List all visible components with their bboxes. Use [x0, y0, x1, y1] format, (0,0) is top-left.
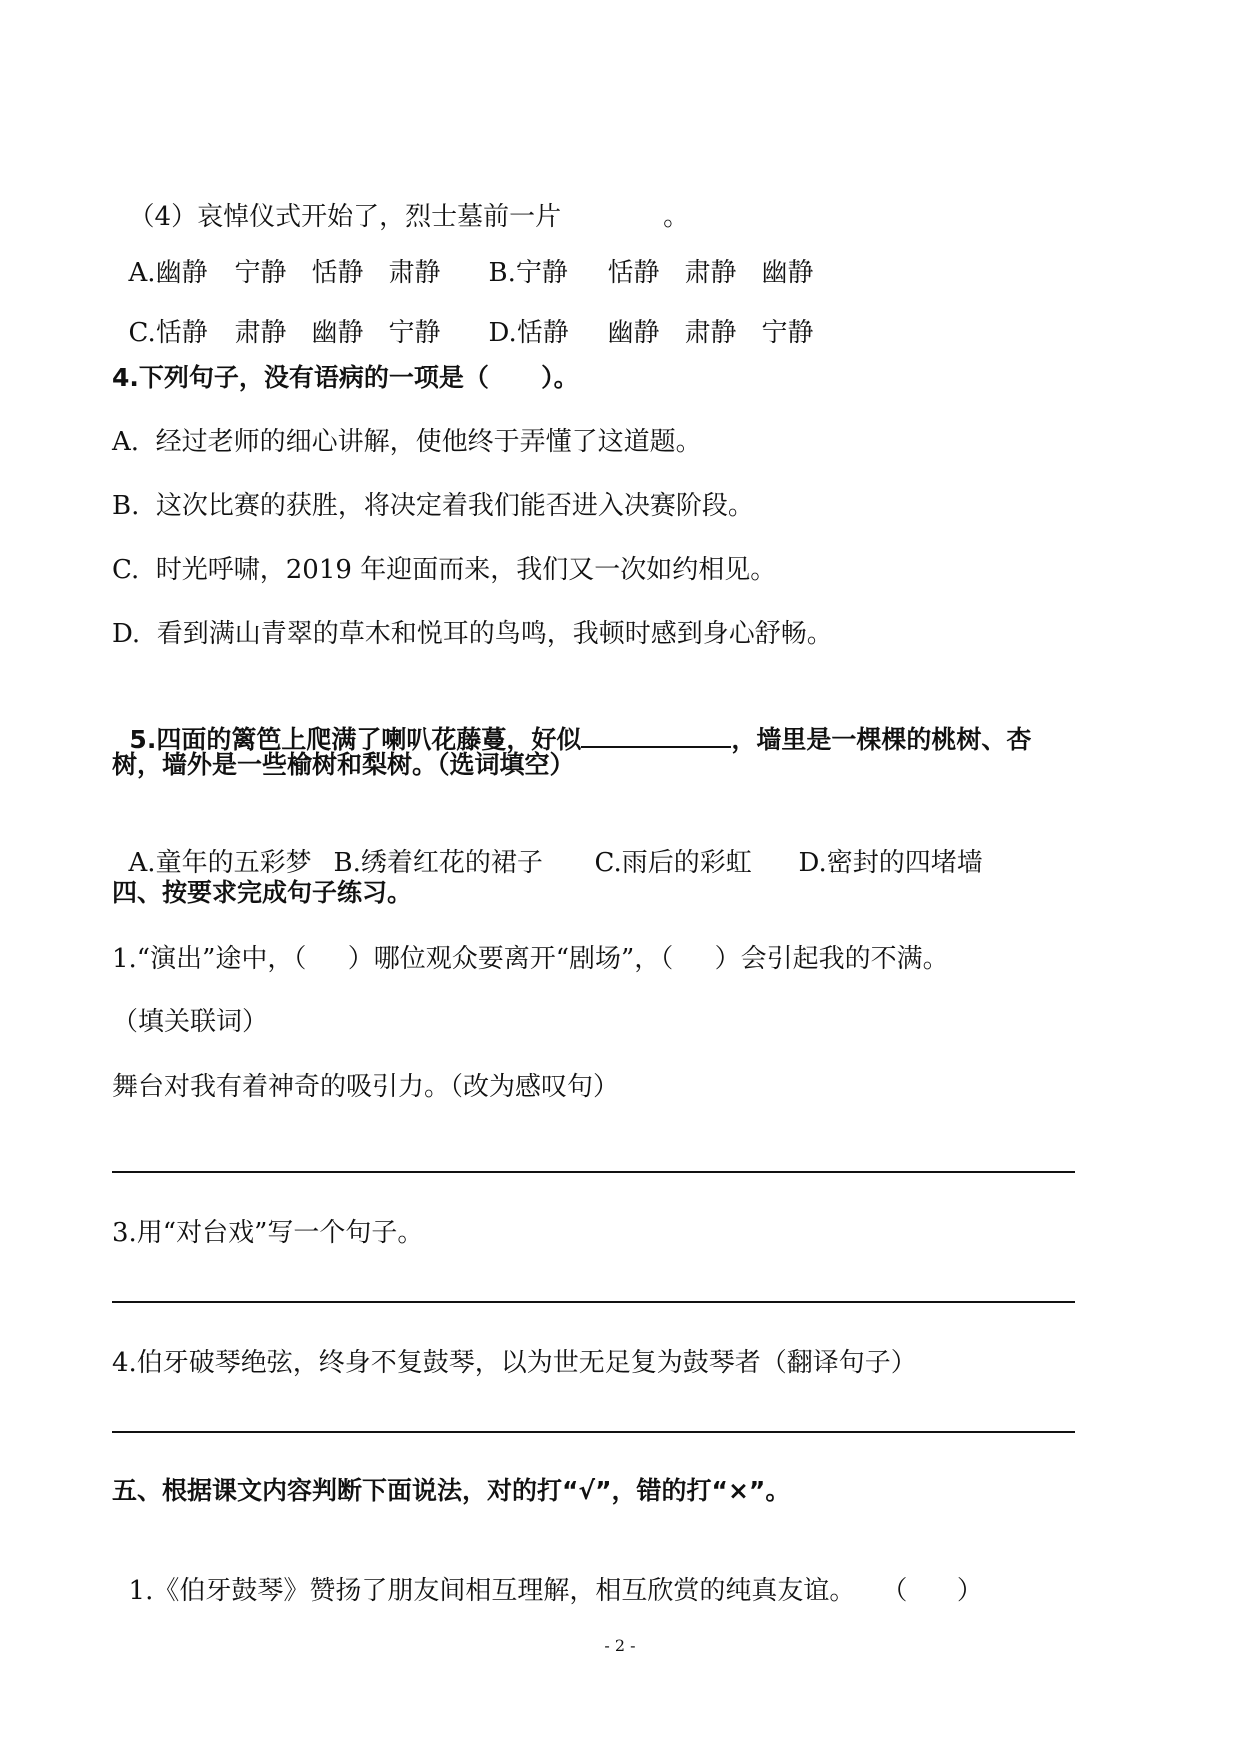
section-5-item-1-text: 1.《伯牙鼓琴》赞扬了朋友间相互理解，相互欣赏的纯真友谊。: [128, 1576, 856, 1606]
q5-option-c[interactable]: C.雨后的彩虹: [594, 848, 752, 878]
page-number: - 2 -: [604, 1636, 636, 1655]
q4-option-d[interactable]: D. 看到满山青翠的草木和悦耳的鸟鸣，我顿时感到身心舒畅。: [112, 619, 833, 649]
option-b-word-4: 幽静: [761, 258, 814, 288]
q5-fill-blank[interactable]: [581, 720, 731, 748]
section-5-heading: 五、根据课文内容判断下面说法，对的打“√”，错的打“×”。: [112, 1476, 791, 1505]
q4-stem: 4.下列句子，没有语病的一项是（ ）。: [112, 363, 579, 392]
answer-line-4[interactable]: [112, 1431, 1075, 1433]
q4-option-b[interactable]: B. 这次比赛的获胜，将决定着我们能否进入决赛阶段。: [112, 491, 754, 521]
q4-option-c[interactable]: C. 时光呼啸，2019 年迎面而来，我们又一次如约相见。: [112, 555, 777, 585]
option-b-word-3: 肃静: [684, 258, 737, 288]
q5-stem-part-1: 5.四面的篱笆上爬满了喇叭花藤蔓，好似: [129, 725, 582, 754]
section-5-item-1: [112, 1540, 983, 1608]
q5-option-d[interactable]: D.密封的四堵墙: [798, 848, 983, 878]
answer-line-3[interactable]: [112, 1301, 1075, 1303]
option-c-word-4: 宁静: [388, 318, 441, 348]
option-d-word-3: 肃静: [684, 318, 737, 348]
q3-4-stem-end: 。: [663, 202, 690, 232]
judgement-bracket[interactable]: （ ）: [881, 1576, 983, 1606]
answer-line-2[interactable]: [112, 1171, 1075, 1173]
option-c-word-3: 幽静: [311, 318, 364, 348]
q3-4-stem-text: （4）哀悼仪式开始了，烈士墓前一片: [128, 202, 562, 232]
q5-stem-line-2: 树，墙外是一些榆树和梨树。（选词填空）: [112, 750, 575, 779]
q5-option-b[interactable]: B.绣着红花的裙子: [333, 848, 543, 878]
option-d-word-4: 宁静: [761, 318, 814, 348]
option-a-word-2: 宁静: [234, 258, 287, 288]
q3-4-options-row-1: [112, 222, 814, 290]
section-4-item-4: 4.伯牙破琴绝弦，终身不复鼓琴，以为世无足复为鼓琴者（翻译句子）: [112, 1348, 917, 1378]
option-c-word-2: 肃静: [234, 318, 287, 348]
option-d[interactable]: D.恬静: [488, 318, 569, 348]
q3-4-options-row-2: [112, 282, 814, 350]
option-a-word-4: 肃静: [388, 258, 441, 288]
option-b[interactable]: B.宁静: [488, 258, 568, 288]
option-b-word-2: 恬静: [607, 258, 660, 288]
q4-option-a[interactable]: A. 经过老师的细心讲解，使他终于弄懂了这道题。: [112, 427, 702, 457]
option-c[interactable]: C.恬静: [128, 318, 208, 348]
q5-option-a[interactable]: A.童年的五彩梦: [128, 848, 312, 878]
section-4-item-3: 3.用“对台戏”写一个句子。: [112, 1218, 424, 1248]
option-a[interactable]: A.幽静: [128, 258, 208, 288]
option-a-word-3: 恬静: [311, 258, 364, 288]
section-4-item-1-line-2: （填关联词）: [112, 1007, 269, 1037]
q5-options-row: [112, 812, 983, 880]
q5-stem-part-2: ，墙里是一棵棵的桃树、杏: [731, 725, 1032, 754]
section-4-heading: 四、按要求完成句子练习。: [112, 878, 413, 907]
section-4-item-2: 舞台对我有着神奇的吸引力。（改为感叹句）: [112, 1072, 620, 1102]
q5-stem-line-1: [112, 686, 1031, 757]
option-d-word-2: 幽静: [607, 318, 660, 348]
section-4-item-1-line-1[interactable]: 1.“演出”途中，（ ）哪位观众要离开“剧场”，（ ）会引起我的不满。: [112, 944, 949, 974]
